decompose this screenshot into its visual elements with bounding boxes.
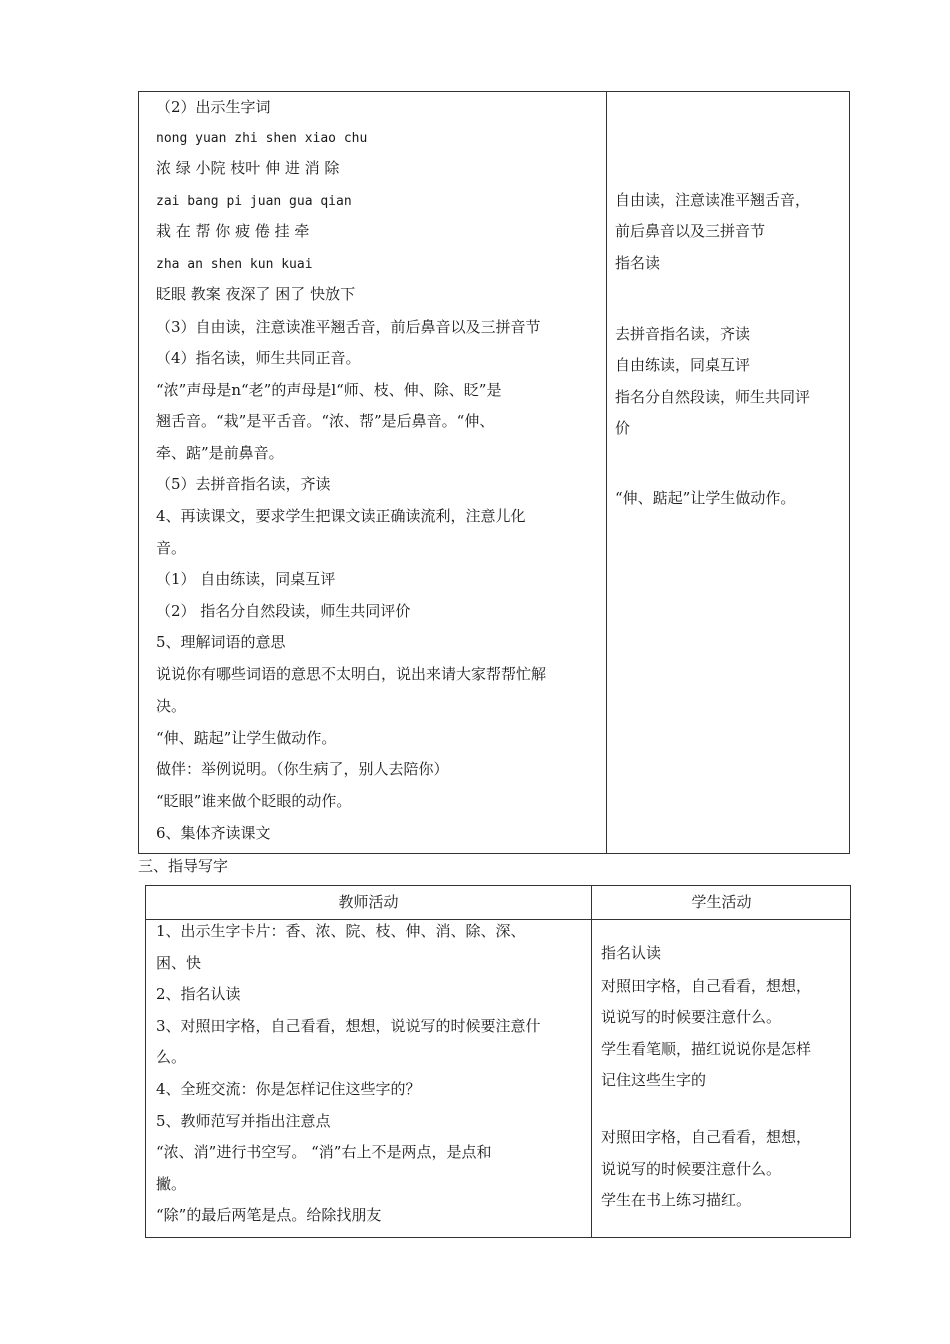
column-divider <box>591 886 592 1237</box>
pinyin-line: nong yuan zhi shen xiao chu <box>156 131 368 146</box>
text-line: “除”的最后两笔是点。给除找朋友 <box>156 1206 382 1224</box>
text-line: 浓 绿 小院 枝叶 伸 进 消 除 <box>156 159 340 177</box>
header-student-activity: 学生活动 <box>691 893 752 911</box>
text-line: 2、指名认读 <box>156 985 241 1003</box>
text-line: 4、全班交流：你是怎样记住这些字的？ <box>156 1080 421 1098</box>
text-line: 栽 在 帮 你 疲 倦 挂 牵 <box>156 222 310 240</box>
text-line: 价 <box>615 419 631 437</box>
text-line: 自由读，注意读准平翘舌音， <box>615 191 811 209</box>
text-line: 学生在书上练习描红。 <box>601 1191 752 1209</box>
text-line: 3、对照田字格，自己看看，想想，说说写的时候要注意什 <box>156 1017 541 1035</box>
text-line: 对照田字格，自己看看，想想， <box>601 977 812 995</box>
text-line: 说说你有哪些词语的意思不太明白，说出来请大家帮帮忙解 <box>156 665 547 683</box>
text-line: 对照田字格，自己看看，想想， <box>601 1128 812 1146</box>
text-line: “伸、踮起”让学生做动作。 <box>156 729 337 747</box>
text-line: 指名认读 <box>601 944 662 962</box>
text-line: 4、再读课文，要求学生把课文读正确读流利，注意儿化 <box>156 507 526 525</box>
text-line: 说说写的时候要注意什么。 <box>601 1008 782 1026</box>
text-line: 么。 <box>156 1048 187 1066</box>
text-line: 音。 <box>156 539 187 557</box>
text-line: “浓、消”进行书空写。 “消”右上不是两点，是点和 <box>156 1143 492 1161</box>
text-line: “伸、踮起”让学生做动作。 <box>615 489 796 507</box>
text-line: 学生看笔顺，描红说说你是怎样 <box>601 1040 812 1058</box>
column-divider <box>606 92 607 853</box>
text-line: 指名读 <box>615 254 661 272</box>
text-line: 去拼音指名读，齐读 <box>615 325 751 343</box>
text-line: 1、出示生字卡片：香、浓、院、枝、伸、消、除、深、 <box>156 922 526 940</box>
text-line: 自由练读，同桌互评 <box>615 356 751 374</box>
text-line: 做伴：举例说明。（你生病了，别人去陪你） <box>156 760 449 778</box>
writing-guide-table <box>145 885 851 1238</box>
text-line: 5、理解词语的意思 <box>156 633 286 651</box>
text-line: （2）出示生字词 <box>156 98 271 116</box>
pinyin-line: zai bang pi juan gua qian <box>156 194 352 209</box>
text-line: （2） 指名分自然段读，师生共同评价 <box>156 602 411 620</box>
text-line: 5、教师范写并指出注意点 <box>156 1112 331 1130</box>
text-line: 说说写的时候要注意什么。 <box>601 1160 782 1178</box>
text-line: 困、快 <box>156 954 202 972</box>
text-line: （3）自由读，注意读准平翘舌音，前后鼻音以及三拼音节 <box>156 318 541 336</box>
pinyin-line: zha an shen kun kuai <box>156 257 313 272</box>
text-line: 记住这些生字的 <box>601 1071 707 1089</box>
text-line: 指名分自然段读，师生共同评 <box>615 388 811 406</box>
text-line: 6、集体齐读课文 <box>156 824 271 842</box>
text-line: 决。 <box>156 697 187 715</box>
text-line: 撇。 <box>156 1175 187 1193</box>
text-line: （5）去拼音指名读，齐读 <box>156 475 331 493</box>
lesson-table <box>138 91 850 854</box>
text-line: “眨眼”谁来做个眨眼的动作。 <box>156 792 352 810</box>
section-heading: 三、指导写字 <box>138 857 229 875</box>
header-teacher-activity: 教师活动 <box>338 893 399 911</box>
text-line: （1） 自由练读，同桌互评 <box>156 570 336 588</box>
text-line: “浓”声母是n“老”的声母是l“师、枝、伸、除、眨”是 <box>156 381 502 399</box>
text-line: 前后鼻音以及三拼音节 <box>615 222 766 240</box>
text-line: 牵、踮”是前鼻音。 <box>156 444 284 462</box>
text-line: （4）指名读，师生共同正音。 <box>156 349 361 367</box>
header-divider <box>146 919 850 920</box>
text-line: 翘舌音。“栽”是平舌音。“浓、帮”是后鼻音。“伸、 <box>156 412 495 430</box>
text-line: 眨眼 教案 夜深了 困了 快放下 <box>156 285 356 303</box>
